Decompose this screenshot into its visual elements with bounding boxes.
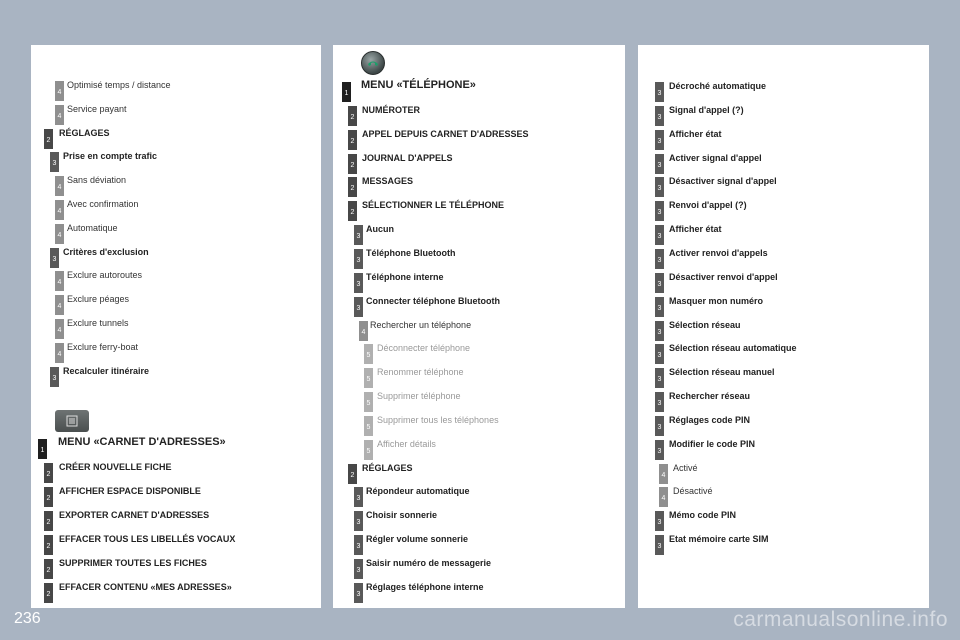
- menu-item: [31, 341, 321, 365]
- menu-item-label: Afficher détails: [377, 438, 436, 449]
- menu-item-label: EFFACER CONTENU «MES ADRESSES»: [59, 582, 232, 592]
- menu-item-label: Avec confirmation: [67, 199, 139, 209]
- menu-item: [638, 390, 929, 414]
- menu-item: [333, 557, 625, 581]
- menu-level-badge: 3: [655, 130, 664, 150]
- menu-item: [638, 462, 929, 486]
- phone-icon: [361, 51, 385, 75]
- menu-item: [333, 438, 625, 462]
- menu-level-badge: 2: [348, 106, 357, 126]
- menu-item: [31, 79, 321, 103]
- menu-item: [31, 317, 321, 341]
- menu-item: [638, 295, 929, 319]
- menu-level-badge: 3: [354, 297, 363, 317]
- menu-level-badge: 3: [655, 416, 664, 436]
- menu-item: [31, 293, 321, 317]
- menu-level-badge: 3: [655, 368, 664, 388]
- menu-item: [333, 509, 625, 533]
- menu-panel-phone: [333, 45, 625, 608]
- menu-item: [31, 103, 321, 127]
- menu-level-badge: 3: [655, 392, 664, 412]
- menu-item: [638, 342, 929, 366]
- menu-level-badge: 2: [348, 464, 357, 484]
- menu-item: [638, 319, 929, 343]
- menu-level-badge: 3: [354, 249, 363, 269]
- menu-level-badge: 3: [655, 82, 664, 102]
- menu-level-badge: 3: [50, 367, 59, 387]
- menu-item: [31, 485, 321, 509]
- menu-level-badge: 3: [655, 249, 664, 269]
- menu-item-label: Désactiver signal d'appel: [669, 176, 777, 187]
- menu-item: [333, 414, 625, 438]
- page-number: 236: [14, 610, 41, 627]
- menu-item-label: APPEL DEPUIS CARNET D'ADRESSES: [362, 128, 529, 139]
- menu-level-badge: 3: [655, 177, 664, 197]
- menu-level-badge: 5: [364, 416, 373, 436]
- menu-panel-navigation-settings: [31, 45, 321, 608]
- menu-item-label: Afficher état: [669, 224, 722, 235]
- menu-item-label: Rechercher un téléphone: [370, 319, 472, 330]
- menu-level-badge: 3: [655, 273, 664, 293]
- menu-item-label: Réglages code PIN: [669, 414, 751, 425]
- menu-item-label: Téléphone Bluetooth: [366, 247, 456, 258]
- menu-item: [638, 247, 929, 271]
- menu-level-badge: 4: [55, 343, 64, 363]
- menu-level-badge: 2: [348, 177, 357, 197]
- menu-level-badge: 4: [55, 200, 64, 220]
- menu-level-badge: 3: [354, 487, 363, 507]
- menu-item-label: Sélection réseau: [669, 319, 741, 330]
- menu-item: [31, 127, 321, 151]
- menu-item: [333, 152, 625, 176]
- menu-item: [31, 509, 321, 533]
- menu-level-badge: 4: [55, 295, 64, 315]
- watermark: carmanualsonline.info: [733, 608, 948, 631]
- menu-item: [333, 366, 625, 390]
- menu-level-badge: 3: [354, 225, 363, 245]
- menu-item-label: Mémo code PIN: [669, 510, 737, 521]
- menu-item: [333, 319, 625, 343]
- menu-level-badge: 2: [348, 130, 357, 150]
- menu-item-label: Sélection réseau manuel: [669, 367, 775, 378]
- menu-item-label: MENU «CARNET D'ADRESSES»: [58, 436, 226, 448]
- menu-level-badge: 3: [655, 201, 664, 221]
- menu-level-badge: 3: [655, 297, 664, 317]
- menu-item-label: Critères d'exclusion: [63, 246, 149, 257]
- menu-item-label: Répondeur automatique: [366, 486, 470, 497]
- menu-item-label: Renvoi d'appel (?): [669, 200, 747, 211]
- menu-level-badge: 3: [354, 559, 363, 579]
- menu-item: [638, 199, 929, 223]
- menu-item: [333, 342, 625, 366]
- menu-level-badge: 5: [364, 368, 373, 388]
- menu-item-label: Activer renvoi d'appels: [669, 247, 768, 258]
- menu-item: [638, 485, 929, 509]
- menu-item: [31, 198, 321, 222]
- menu-level-badge: 4: [55, 176, 64, 196]
- menu-item: [333, 271, 625, 295]
- menu-item: [638, 80, 929, 104]
- menu-item-label: Optimisé temps / distance: [67, 80, 171, 90]
- menu-item-label: Automatique: [67, 222, 118, 233]
- menu-level-badge: 2: [44, 487, 53, 507]
- menu-level-badge: 2: [348, 201, 357, 221]
- menu-level-badge: 2: [348, 154, 357, 174]
- menu-item-label: Modifier le code PIN: [669, 438, 756, 449]
- menu-level-badge: 4: [55, 319, 64, 339]
- menu-level-badge: 4: [659, 487, 668, 507]
- address-book-icon: [55, 410, 89, 432]
- menu-item: [333, 462, 625, 486]
- menu-item-label: Exclure ferry-boat: [67, 341, 139, 352]
- menu-item: [638, 509, 929, 533]
- menu-item-label: Activer signal d'appel: [669, 152, 762, 163]
- menu-item: [638, 414, 929, 438]
- menu-level-badge: 4: [55, 81, 64, 101]
- menu-level-badge: 3: [655, 321, 664, 341]
- menu-item: [31, 246, 321, 270]
- menu-item-label: Etat mémoire carte SIM: [669, 534, 769, 545]
- menu-item: [31, 365, 321, 389]
- menu-item-label: Déconnecter téléphone: [377, 343, 471, 354]
- menu-item: [31, 533, 321, 557]
- menu-item: [333, 485, 625, 509]
- menu-level-badge: 2: [44, 583, 53, 603]
- menu-level-badge: 3: [50, 152, 59, 172]
- menu-item: [31, 581, 321, 605]
- menu-item: [638, 533, 929, 557]
- menu-item: [638, 175, 929, 199]
- menu-level-badge: 3: [354, 535, 363, 555]
- menu-level-badge: 5: [364, 392, 373, 412]
- menu-item: [333, 223, 625, 247]
- menu-item: [333, 295, 625, 319]
- menu-item-label: Recalculer itinéraire: [63, 365, 150, 376]
- menu-item-label: Exclure péages: [67, 294, 130, 305]
- menu-level-badge: 3: [354, 511, 363, 531]
- menu-item-label: Sélection réseau automatique: [669, 343, 797, 354]
- menu-item-label: NUMÉROTER: [362, 104, 420, 115]
- menu-level-badge: 4: [659, 464, 668, 484]
- menu-item-label: Supprimer téléphone: [377, 391, 461, 402]
- menu-item-label: Téléphone interne: [366, 271, 444, 282]
- menu-level-badge: 4: [55, 271, 64, 291]
- menu-item: [31, 150, 321, 174]
- menu-item-label: Supprimer tous les téléphones: [377, 414, 499, 425]
- menu-item-label: RÉGLAGES: [362, 462, 413, 473]
- menu-item-label: MESSAGES: [362, 176, 414, 187]
- menu-item-label: EXPORTER CARNET D'ADRESSES: [59, 510, 210, 520]
- menu-level-badge: 5: [364, 344, 373, 364]
- menu-item: [31, 461, 321, 485]
- menu-item: [333, 175, 625, 199]
- menu-level-badge: 3: [655, 106, 664, 126]
- menu-item-label: Désactiver renvoi d'appel: [669, 271, 778, 282]
- menu-item-label: Afficher état: [669, 128, 722, 139]
- menu-item-label: SÉLECTIONNER LE TÉLÉPHONE: [362, 200, 505, 211]
- menu-level-badge: 2: [44, 129, 53, 149]
- menu-item: [638, 104, 929, 128]
- menu-item-label: Signal d'appel (?): [669, 104, 744, 115]
- menu-item: [333, 128, 625, 152]
- menu-level-badge: 2: [44, 511, 53, 531]
- menu-item-label: EFFACER TOUS LES LIBELLÉS VOCAUX: [59, 534, 236, 544]
- menu-level-badge: 2: [44, 559, 53, 579]
- menu-item-label: Choisir sonnerie: [366, 510, 438, 521]
- menu-level-badge: 4: [359, 321, 368, 341]
- menu-panel-phone-settings: [638, 45, 929, 608]
- menu-item: [31, 222, 321, 246]
- menu-level-badge: 2: [44, 535, 53, 555]
- menu-level-badge: 3: [655, 511, 664, 531]
- menu-item: [333, 199, 625, 223]
- menu-item-label: Saisir numéro de messagerie: [366, 558, 492, 568]
- menu-item-label: MENU «TÉLÉPHONE»: [361, 79, 476, 91]
- menu-item-label: AFFICHER ESPACE DISPONIBLE: [59, 486, 201, 496]
- menu-item: [638, 223, 929, 247]
- menu-item-label: CRÉER NOUVELLE FICHE: [59, 462, 172, 472]
- menu-level-badge: 4: [55, 105, 64, 125]
- menu-level-badge: 3: [354, 273, 363, 293]
- menu-item-label: JOURNAL D'APPELS: [362, 152, 453, 163]
- menu-item-label: RÉGLAGES: [59, 127, 110, 138]
- menu-item-label: Prise en compte trafic: [63, 151, 158, 162]
- menu-level-badge: 3: [655, 225, 664, 245]
- menu-level-badge: 1: [38, 439, 47, 459]
- menu-item-label: Renommer téléphone: [377, 367, 464, 378]
- menu-item-label: Rechercher réseau: [669, 391, 751, 402]
- menu-item: [638, 128, 929, 152]
- menu-item-label: Sans déviation: [67, 175, 127, 186]
- menu-level-badge: 4: [55, 224, 64, 244]
- menu-item-label: Connecter téléphone Bluetooth: [366, 295, 501, 306]
- menu-item-label: Activé: [673, 462, 698, 473]
- menu-level-badge: 3: [50, 248, 59, 268]
- menu-item-label: Exclure tunnels: [67, 318, 129, 328]
- menu-level-badge: 3: [655, 535, 664, 555]
- menu-item: [638, 152, 929, 176]
- menu-item-label: Masquer mon numéro: [669, 295, 764, 306]
- menu-item: [31, 437, 321, 461]
- menu-level-badge: 3: [655, 440, 664, 460]
- menu-item: [333, 581, 625, 605]
- menu-level-badge: 3: [354, 583, 363, 603]
- menu-item: [333, 247, 625, 271]
- menu-item: [333, 533, 625, 557]
- menu-item-label: Aucun: [366, 224, 394, 235]
- menu-item-label: Réglages téléphone interne: [366, 581, 484, 592]
- menu-item: [31, 269, 321, 293]
- menu-item: [31, 174, 321, 198]
- menu-item-label: Service payant: [67, 103, 127, 114]
- menu-item-label: Régler volume sonnerie: [366, 534, 469, 545]
- menu-item: [638, 271, 929, 295]
- menu-item: [333, 104, 625, 128]
- menu-item-label: Exclure autoroutes: [67, 270, 143, 281]
- menu-level-badge: 3: [655, 154, 664, 174]
- menu-item-label: SUPPRIMER TOUTES LES FICHES: [59, 558, 207, 568]
- menu-item: [638, 438, 929, 462]
- menu-item-label: Décroché automatique: [669, 81, 767, 91]
- menu-level-badge: 1: [342, 82, 351, 102]
- menu-level-badge: 5: [364, 440, 373, 460]
- menu-item: [333, 390, 625, 414]
- menu-item: [31, 557, 321, 581]
- menu-item: [333, 80, 625, 104]
- menu-level-badge: 2: [44, 463, 53, 483]
- menu-level-badge: 3: [655, 344, 664, 364]
- menu-item-label: Désactivé: [673, 486, 713, 497]
- menu-item: [638, 366, 929, 390]
